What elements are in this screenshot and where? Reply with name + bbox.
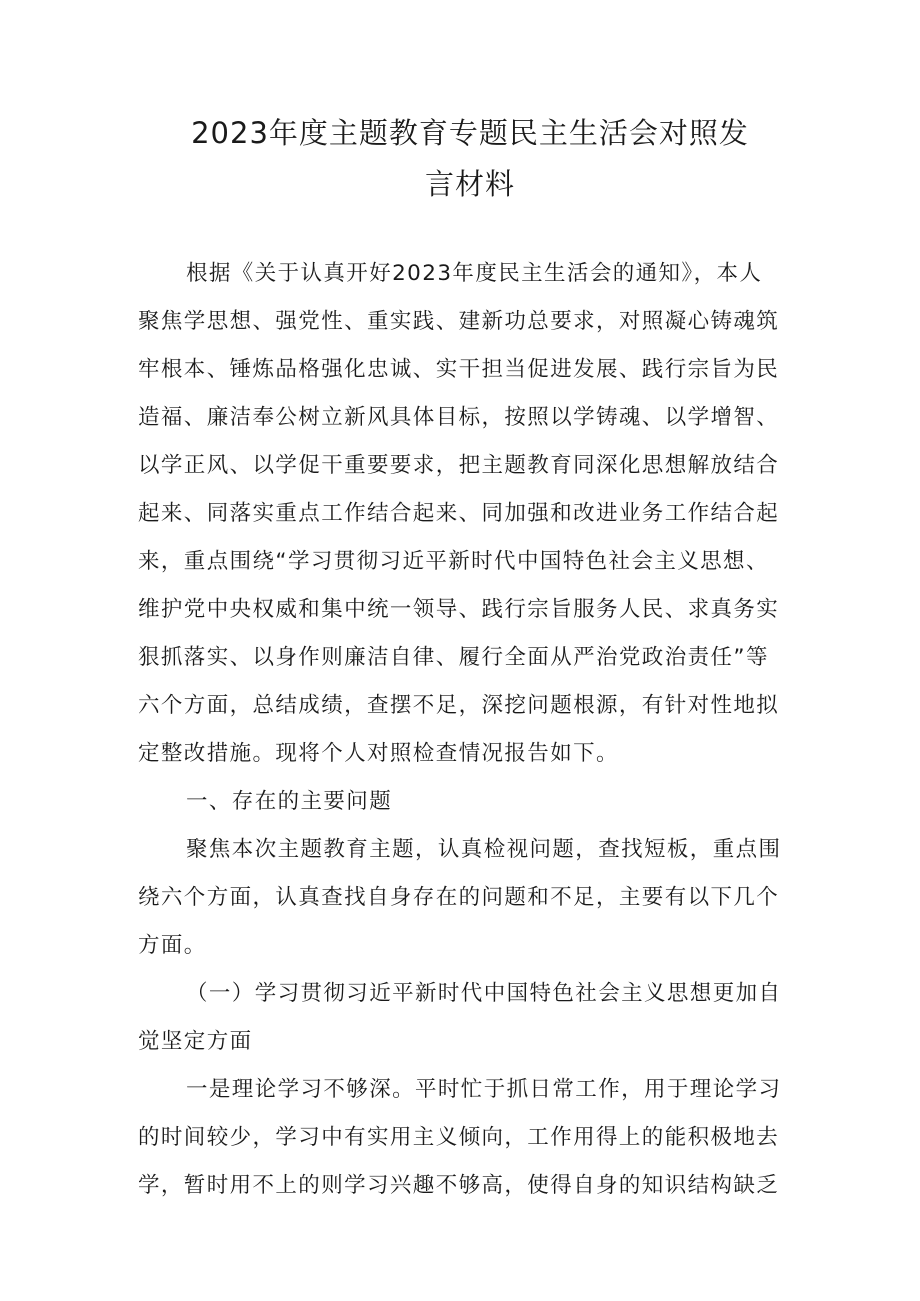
paragraph-theory-study bbox=[138, 1066, 798, 1210]
paragraph-line: 定整改措施。现将个人对照检查情况报告如下。 bbox=[138, 741, 619, 766]
paragraph-line: 造福、廉洁奉公树立新风具体目标，按照以学铸魂、以学增智、 bbox=[138, 405, 780, 430]
paragraph-line: 以学正风、以学促干重要要求，把主题教育同深化思想解放结合 bbox=[138, 453, 780, 478]
paragraph-line: 起来、同落实重点工作结合起来、同加强和改进业务工作结合起 bbox=[138, 501, 780, 526]
paragraph-line: 绕六个方面，认真查找自身存在的问题和不足，主要有以下几个 bbox=[138, 885, 780, 910]
section-heading-text: 一、存在的主要问题 bbox=[186, 789, 393, 814]
subsection-heading-line: 觉坚定方面 bbox=[138, 1029, 253, 1054]
paragraph-line: 来，重点围绕“学习贯彻习近平新时代中国特色社会主义思想、 bbox=[138, 549, 769, 574]
document-body bbox=[138, 250, 798, 1210]
paragraph-line: 六个方面，总结成绩，查摆不足，深挖问题根源，有针对性地拟 bbox=[138, 693, 780, 718]
paragraph-focus bbox=[138, 826, 798, 970]
paragraph-line: 维护党中央权威和集中统一领导、践行宗旨服务人民、求真务实 bbox=[138, 597, 780, 622]
document-title-line-1: 2023年度主题教育专题民主生活会对照发 bbox=[191, 116, 749, 150]
paragraph-intro bbox=[138, 250, 798, 778]
section-heading bbox=[138, 778, 798, 826]
paragraph-line: 聚焦学思想、强党性、重实践、建新功总要求，对照凝心铸魂筑 bbox=[138, 309, 780, 334]
paragraph-line: 聚焦本次主题教育主题，认真检视问题，查找短板，重点围 bbox=[186, 837, 782, 862]
subsection-heading-line: （一）学习贯彻习近平新时代中国特色社会主义思想更加自 bbox=[186, 981, 782, 1006]
subsection-heading bbox=[138, 970, 798, 1066]
paragraph-line: 狠抓落实、以身作则廉洁自律、履行全面从严治党政治责任”等 bbox=[138, 645, 769, 670]
paragraph-line: 牢根本、锤炼品格强化忠诚、实干担当促进发展、践行宗旨为民 bbox=[138, 357, 780, 382]
paragraph-line: 方面。 bbox=[138, 933, 207, 958]
paragraph-line: 一是理论学习不够深。平时忙于抓日常工作，用于理论学习 bbox=[186, 1077, 782, 1102]
paragraph-line: 的时间较少，学习中有实用主义倾向，工作用得上的能积极地去 bbox=[138, 1125, 780, 1150]
paragraph-line: 根据《关于认真开好2023年度民主生活会的通知》，本人 bbox=[186, 261, 763, 286]
paragraph-line: 学，暂时用不上的则学习兴趣不够高，使得自身的知识结构缺乏 bbox=[138, 1173, 780, 1198]
document-title-line-2: 言材料 bbox=[424, 167, 515, 201]
